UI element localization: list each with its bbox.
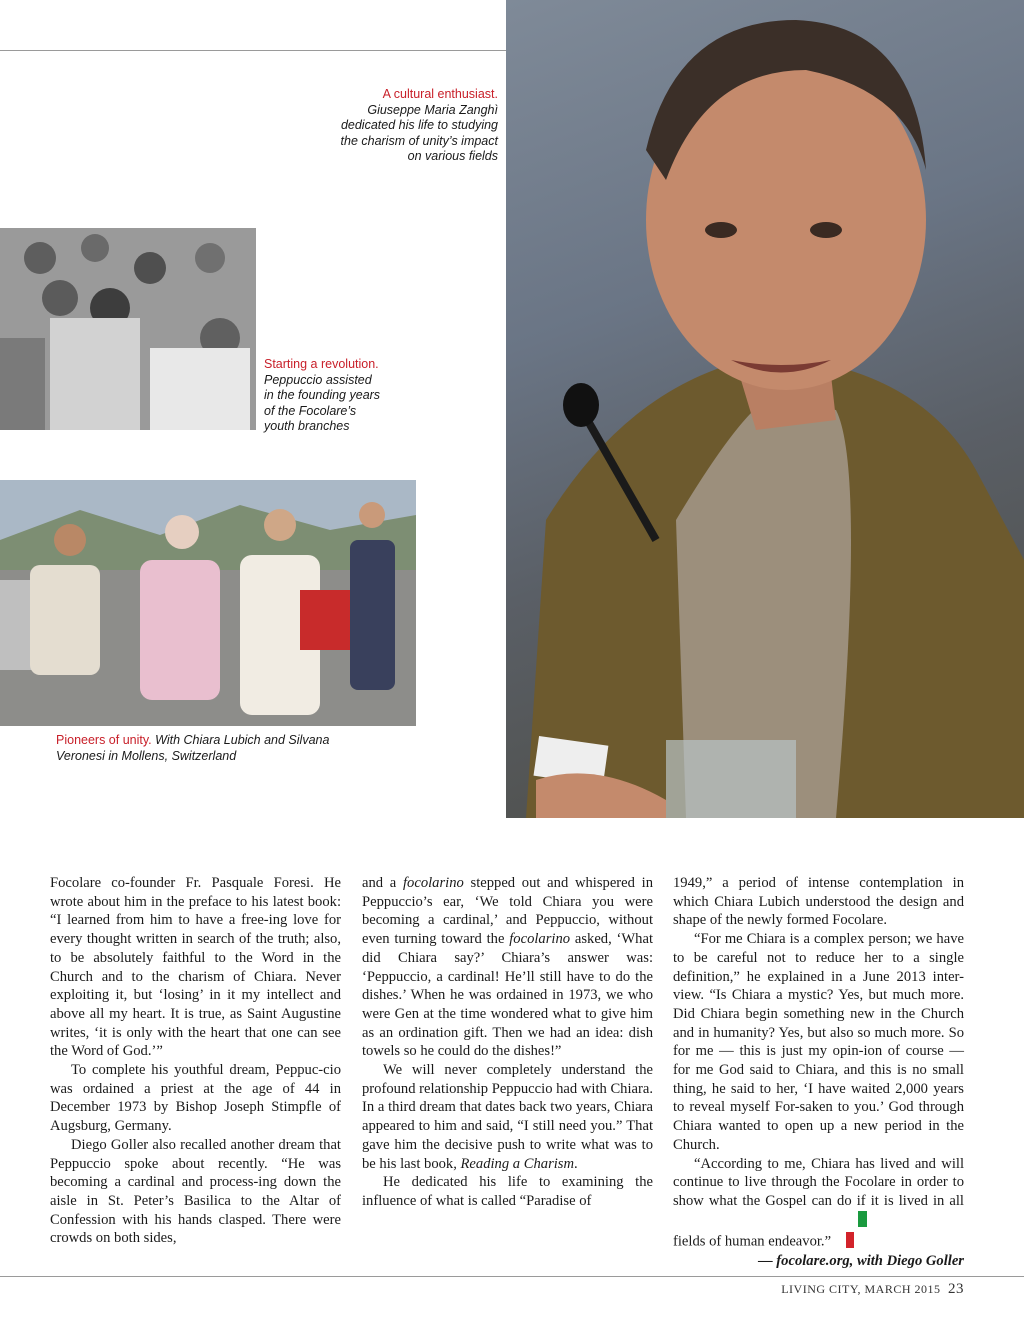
text-run: “According to me, Chiara has lived and will continue to live through the Focolare in order to show what the Gospel can do if it is lived in all fields of human endeavor.” (673, 1155, 964, 1250)
text-run: . (574, 1155, 578, 1172)
paragraph: Diego Goller also recalled another dream that Peppuccio spoke about recently. “He was becoming a cardinal and process-ing down the aisle in St. Peter’s Basilica to the Altar of Confession with his hands clasped. There were crowds on both sides, (50, 1136, 341, 1247)
article-column-3 (673, 874, 964, 1271)
walk-caption-lead: Pioneers of unity. (56, 733, 152, 747)
book-title: Reading a Charism (460, 1155, 575, 1172)
portrait-illustration (506, 0, 1024, 818)
walk-caption-body: With Chiara Lubich and Silvana Veronesi in Mollens, Switzerland (56, 733, 330, 763)
article-column-1 (50, 874, 341, 1248)
publication-name: LIVING CITY, MARCH 2015 (781, 1282, 941, 1296)
paragraph: Focolare co-founder Fr. Pasquale Foresi. He wrote about him in the preface to his latest book: “I learned from him to have a free-ing love for every thought written in search of the truth; also, to be absolutely faithful to the Word in the Church and to the charism of Chiara. Never exploiting it, but ‘losing’ in it my intellect and above all my heart. It is true, as Saint Augustine writes, ‘it is only with the heart that one can see the Word of God.’” (50, 875, 341, 1060)
text-run: We will never completely understand the profound relationship Peppuccio had with Chiara. In a third dream that dates back two years, Chiara appeared to him and said, “I still need you.” That gave him the decisive push to write what was to be his last book, (362, 1062, 653, 1172)
paragraph: 1949,” a period of intense contemplation in which Chiara Lubich understood the design and shape of the newly formed Focolare. (673, 875, 964, 929)
paragraph (362, 1061, 653, 1173)
page-footer (781, 1281, 964, 1298)
group-illustration (0, 228, 256, 430)
walk-caption (56, 733, 416, 764)
group-caption-body: Peppuccio assisted in the founding years of the Focolare’s youth branches (264, 372, 381, 433)
paragraph: To complete his youthful dream, Peppuc-cio was ordained a priest at the age of 44 in December 1973 by Bishop Joseph Stimpfle of Augsburg, Germany. (50, 1062, 341, 1135)
bottom-rule (0, 1276, 1024, 1277)
mollens-walk-photo (0, 480, 416, 726)
paragraph: “For me Chiara is a complex person; we have to be careful not to reduce her to a single definition,” he explained in a June 2013 inter-view. “Is Chiara a mystic? Yes, but much more. Did Chiara begin something new in the Church and in humanity? Yes, but also so much more. So for me — this is just my opin-ion of course — for me God said to Chiara, and this is no small thing, he said to her, ‘I have waited 2,000 years to reveal myself For-saken to you.’ God through Chiara wanted to open up a new period in the Church. (673, 931, 964, 1153)
walk-illustration (0, 480, 416, 726)
portrait-caption (268, 87, 498, 165)
italic-term: focolarino (509, 931, 571, 948)
text-run: and a (362, 875, 403, 891)
italian-flag-icon (837, 1211, 863, 1227)
page-number: 23 (948, 1281, 964, 1297)
article-column-2 (362, 874, 653, 1211)
paragraph (362, 874, 653, 1061)
paragraph: He dedicated his life to examining the influence of what is called “Paradise of (362, 1174, 653, 1209)
youth-group-photo (0, 228, 256, 430)
top-rule (0, 50, 506, 51)
group-caption-lead: Starting a revolution. (264, 357, 379, 371)
portrait-caption-body: Giuseppe Maria Zanghì dedicated his life to studying the charism of unity’s impact on various fields (340, 102, 498, 163)
paragraph (673, 1155, 964, 1252)
portrait-caption-lead: A cultural enthusiast. (382, 87, 498, 101)
portrait-photo (506, 0, 1024, 818)
text-run: asked, ‘What did Chiara say?’ Chiara’s answer was: ‘Peppuccio, a cardinal! He’ll still have to do the dishes.’ When he was ordained in 1973, we who were Gen at the time wondered what to give him as an ordination gift. Then we had an idea: dish towels so he could do the dishes!” (362, 931, 653, 1060)
group-caption (264, 357, 434, 435)
text-run: stepped out and whispered in Peppuccio’s ear, ‘We told Chiara you were becoming a cardinal,’ and Peppuccio, without even turning toward the (362, 875, 653, 948)
italic-term: focolarino (402, 875, 464, 891)
article-signoff: — focolare.org, with Diego Goller (758, 1253, 964, 1270)
